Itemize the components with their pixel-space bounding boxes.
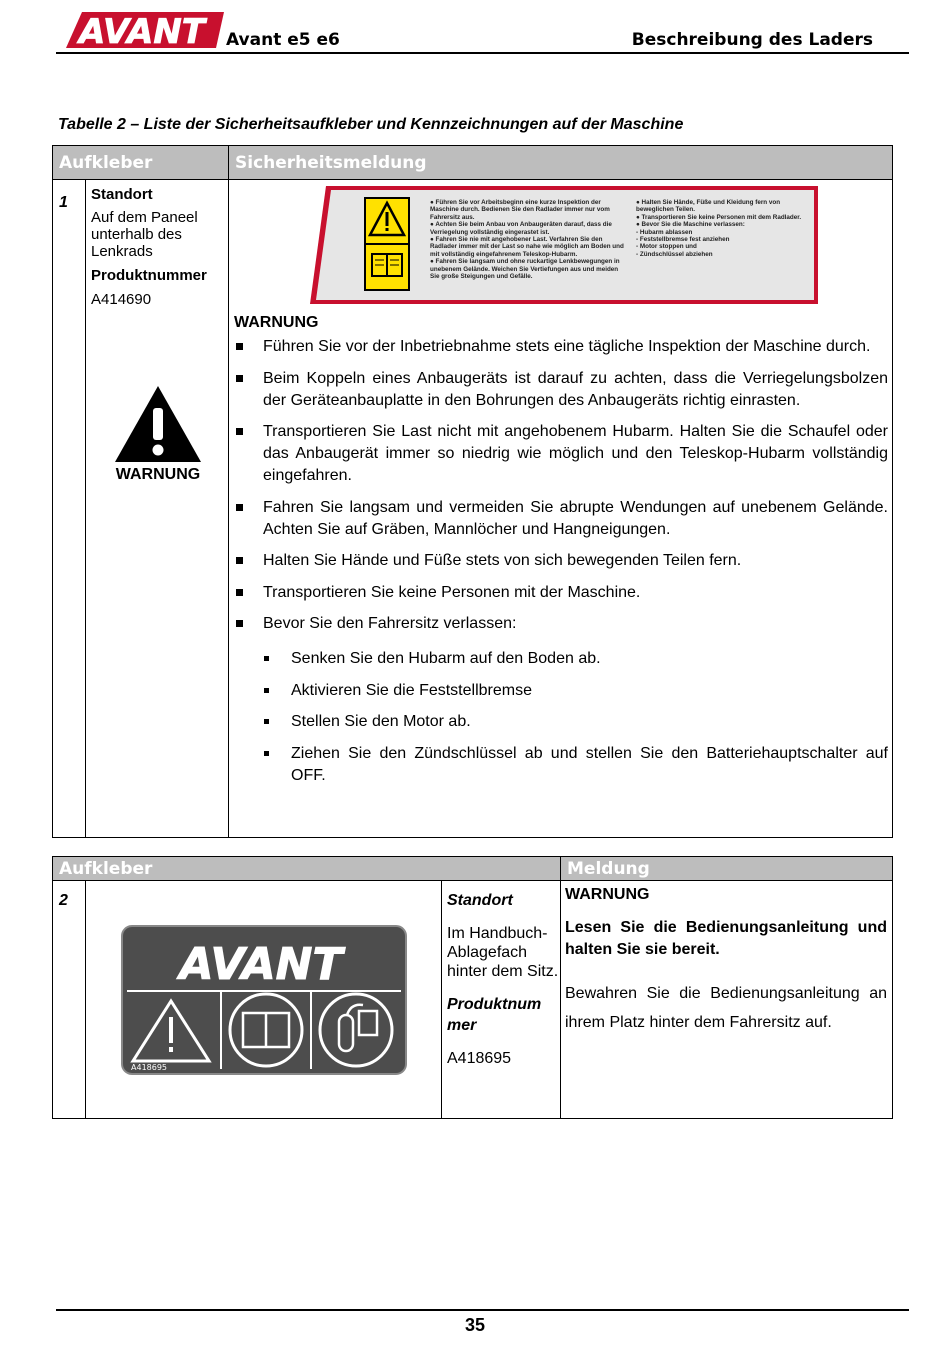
message-heading: WARNUNG	[565, 886, 650, 903]
bullet-square-icon	[264, 719, 269, 724]
decal-line: - Feststellbremse fest anziehen	[636, 236, 730, 244]
list-item	[234, 368, 888, 412]
bullet-square-icon	[264, 656, 269, 661]
decal-line: ● Fahren Sie langsam und ohne ruckartige Lenkbewegungen in unebenem Gelände. Weichen Sie Vertiefungen aus und meiden Sie große Steigungen und Gefälle.	[430, 258, 620, 281]
list-item-text: Stellen Sie den Motor ab.	[291, 713, 471, 730]
location-label: Standort	[447, 892, 513, 909]
decal-line: ● Bevor Sie die Maschine verlassen:	[636, 221, 745, 229]
manual-decal-a418695	[121, 925, 407, 1075]
bullet-square-icon	[264, 688, 269, 693]
safety-message	[234, 312, 888, 796]
location-text: Auf dem Paneel unterhalb des Lenkrads	[91, 209, 198, 260]
safety-decal-table-1	[52, 145, 893, 838]
bullet-square-icon	[236, 375, 243, 382]
decal-logo-text: AVANT	[179, 939, 343, 990]
manual-message	[565, 884, 887, 1037]
header-meldung: Meldung	[561, 857, 892, 881]
bullet-square-icon	[236, 620, 243, 627]
decal-line: - Hubarm ablassen	[636, 228, 693, 236]
footer-rule	[56, 1309, 909, 1311]
decal-line: ● Transportieren Sie keine Personen mit dem Radlader.	[636, 213, 802, 221]
logo-text: AVANT	[79, 12, 205, 50]
row-number: 1	[59, 194, 68, 211]
safety-decal-a414690	[308, 184, 820, 306]
decal-line: - Motor stoppen und	[636, 243, 697, 251]
list-item-text: Beim Koppeln eines Anbaugeräts ist darauf zu achten, dass die Verriegelungsbolzen der Geräteanbauplatte in den Bohrungen des Anbaugeräts richtig einrasten.	[263, 369, 888, 409]
header-rule	[56, 52, 909, 54]
product-number: A418695	[447, 1050, 512, 1067]
decal-info	[447, 891, 559, 1068]
list-item-text: Bevor Sie den Fahrersitz verlassen:	[263, 615, 517, 632]
list-item-text: Fahren Sie langsam und vermeiden Sie abrupte Wendungen auf unebenem Gelände. Achten Sie auf Gräben, Mannlöcher und Hangneigungen.	[263, 498, 888, 538]
bullet-square-icon	[264, 751, 269, 756]
sub-bullet-list	[234, 648, 888, 787]
list-item-text: Aktivieren Sie die Feststellbremse	[291, 681, 532, 699]
decal-line: ● Führen Sie vor Arbeitsbeginn eine kurze Inspektion der Maschine durch. Bedienen Sie den Radlader immer nur vom Fahrersitz aus.	[430, 199, 610, 221]
model-name: Avant e5 e6	[226, 30, 340, 50]
warning-symbol-label: WARNUNG	[115, 466, 201, 483]
header-sicherheitsmeldung: Sicherheitsmeldung	[229, 146, 892, 180]
list-item-text: Ziehen Sie den Zündschlüssel ab und stellen Sie den Batteriehauptschalter auf OFF.	[291, 744, 888, 784]
divider	[85, 881, 86, 1118]
product-number: A414690	[91, 291, 152, 308]
sub-list-item	[234, 711, 888, 733]
list-item-text: Transportieren Sie keine Personen mit der Maschine.	[263, 583, 641, 601]
product-label: Produktnummer	[91, 267, 207, 284]
avant-logo	[56, 8, 226, 50]
sub-list-item	[234, 743, 888, 787]
warning-triangle-icon	[113, 384, 203, 464]
decal-line: ● Halten Sie Hände, Füße und Kleidung fern von beweglichen Teilen.	[636, 199, 781, 214]
row-number: 2	[59, 892, 68, 909]
product-label: Produktnum mer	[447, 996, 542, 1034]
safety-decal-table-2	[52, 856, 893, 1119]
divider	[560, 857, 561, 1118]
message-bold: Lesen Sie die Bedienungsanleitung und halten Sie sie bereit.	[565, 919, 887, 958]
divider	[85, 180, 86, 837]
list-item	[234, 550, 888, 572]
bullet-square-icon	[236, 343, 243, 350]
list-item	[234, 421, 888, 487]
bullet-square-icon	[236, 504, 243, 511]
decal-info	[91, 186, 221, 308]
list-item-text: Halten Sie Hände und Füße stets von sich bewegenden Teilen fern.	[263, 552, 742, 569]
sub-list-item	[234, 680, 888, 702]
list-item	[234, 336, 888, 358]
decal-code: A418695	[131, 1063, 168, 1072]
list-item-text: Transportieren Sie Last nicht mit angehobenem Hubarm. Halten Sie die Schaufel oder das Anbaugerät immer so niedrig wie möglich und den Teleskop-Hubarm vollständig eingefahren.	[263, 423, 888, 484]
list-item-text: Senken Sie den Hubarm auf den Boden ab.	[291, 650, 601, 667]
section-title: Beschreibung des Laders	[631, 30, 873, 50]
sub-list-item	[234, 648, 888, 670]
bullet-square-icon	[236, 557, 243, 564]
list-item-text: Führen Sie vor der Inbetriebnahme stets eine tägliche Inspektion der Maschine durch.	[263, 338, 871, 355]
decal-text-left	[430, 199, 626, 280]
location-text: Im Handbuch-Ablagefach hinter dem Sitz.	[447, 925, 559, 980]
header-aufkleber: Aufkleber	[53, 146, 229, 180]
decal-line: - Zündschlüssel abziehen	[636, 250, 713, 258]
bullet-square-icon	[236, 428, 243, 435]
divider	[441, 881, 442, 1118]
bullet-square-icon	[236, 589, 243, 596]
decal-line: ● Achten Sie beim Anbau von Anbaugeräten darauf, dass die Verriegelung vollständig eingerastet ist.	[430, 221, 612, 236]
page-number: 35	[464, 1315, 486, 1335]
list-item	[234, 582, 888, 604]
location-label: Standort	[91, 186, 153, 203]
header-aufkleber: Aufkleber	[53, 857, 561, 881]
decal-line: ● Fahren Sie nie mit angehobener Last. Verfahren Sie den Radlader immer mit der Last so nahe wie möglich am Boden und mit vollständig eingefahrenem Teleskop-Hubarm.	[430, 236, 624, 258]
message-text: Bewahren Sie die Bedienungsanleitung an ihrem Platz hinter dem Fahrersitz auf.	[565, 985, 887, 1031]
message-heading: WARNUNG	[234, 314, 319, 331]
decal-text-right	[636, 199, 814, 258]
table-caption: Tabelle 2 – Liste der Sicherheitsaufkleber und Kennzeichnungen auf der Maschine	[58, 116, 684, 133]
divider	[228, 146, 229, 837]
bullet-list	[234, 336, 888, 635]
list-item	[234, 613, 888, 635]
list-item	[234, 497, 888, 541]
